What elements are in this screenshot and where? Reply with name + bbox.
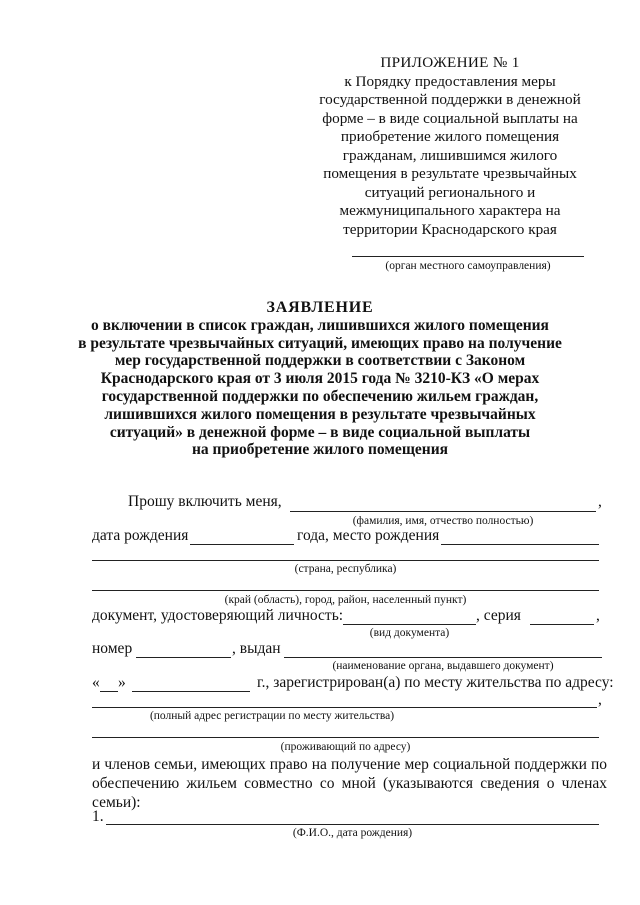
fio-hint: (фамилия, имя, отчество полностью) — [352, 515, 534, 527]
day-field[interactable] — [100, 691, 118, 692]
appendix-title: ПРИЛОЖЕНИЕ № 1 — [380, 54, 520, 71]
birth-place-label: года, место рождения — [297, 527, 440, 544]
birth-date-label: дата рождения — [92, 527, 189, 544]
doc-type-hint: (вид документа) — [369, 627, 450, 639]
series-field[interactable] — [530, 624, 594, 625]
residing-hint: (проживающий по адресу) — [280, 741, 411, 753]
appendix-line: межмуниципального характера на — [339, 202, 561, 219]
title-main: ЗАЯВЛЕНИЕ — [266, 299, 374, 316]
title-line: о включении в список граждан, лишившихся жилого помещения — [91, 316, 549, 334]
title-line: Краснодарского края от 3 июля 2015 года № 3210-КЗ «О мерах — [100, 370, 540, 388]
application-title — [60, 299, 580, 459]
birth-place-field[interactable] — [441, 544, 599, 545]
appendix-line: форме – в виде социальной выплаты на — [322, 109, 578, 127]
appendix-line: государственной поддержки в денежной — [319, 91, 581, 108]
address-end: , — [598, 691, 602, 708]
issuer-hint: (наименование органа, выдавшего документ) — [332, 660, 554, 672]
appendix-line: к Порядку предоставления меры — [344, 72, 556, 90]
family-paragraph: и членов семьи, имеющих право на получение мер социальной поддержки по обеспечению жильем совместно со мной (указываются сведения о членах семьи): — [92, 756, 607, 811]
month-year-field[interactable] — [132, 691, 250, 692]
document-type-field[interactable] — [343, 624, 476, 625]
series-label: , серия — [476, 607, 521, 624]
series-end: , — [596, 607, 600, 624]
date-quote-close: » — [118, 674, 126, 691]
region-hint: (край (область), город, район, населенный пункт) — [224, 594, 467, 606]
title-line: лишившихся жилого помещения в результате чрезвычайных — [104, 405, 536, 423]
request-label: Прошу включить меня, — [128, 493, 282, 510]
number-field[interactable] — [136, 657, 231, 658]
registered-label: г., зарегистрирован(а) по месту жительства по адресу: — [257, 674, 614, 691]
appendix-line: ситуаций регионального и — [364, 183, 536, 201]
birth-date-field[interactable] — [190, 544, 294, 545]
appendix-line: помещения в результате чрезвычайных — [323, 165, 577, 182]
appendix-line: гражданам, лишившимся жилого — [342, 146, 558, 164]
fio-field[interactable] — [290, 511, 596, 512]
title-line: на приобретение жилого помещения — [191, 441, 449, 459]
member-hint: (Ф.И.О., дата рождения) — [292, 827, 413, 839]
address-hint: (полный адрес регистрации по месту жительства) — [149, 710, 395, 722]
issuer-field[interactable] — [284, 657, 602, 658]
member-number: 1. — [92, 808, 104, 825]
region-field[interactable] — [92, 590, 599, 591]
country-hint: (страна, республика) — [294, 563, 397, 575]
title-line: мер государственной поддержки в соответствии с Законом — [114, 352, 526, 370]
request-end: , — [598, 493, 602, 510]
recipient-hint: (орган местного самоуправления) — [385, 260, 551, 272]
member-field[interactable] — [106, 824, 599, 825]
number-label: номер — [92, 640, 133, 657]
title-line: ситуаций» в денежной форме – в виде социальной выплаты — [109, 423, 531, 441]
title-line: в результате чрезвычайных ситуаций, имеющих право на получение — [78, 334, 562, 352]
appendix-line: территории Краснодарского края — [343, 220, 557, 238]
residing-field[interactable] — [92, 737, 599, 738]
appendix-block — [300, 54, 600, 239]
document-label: документ, удостоверяющий личность: — [92, 607, 344, 624]
issued-label: , выдан — [232, 640, 281, 657]
address-field[interactable] — [92, 707, 597, 708]
appendix-line: приобретение жилого помещения — [340, 128, 560, 145]
title-line: государственной поддержки по обеспечению жильем граждан, — [101, 387, 539, 405]
recipient-field[interactable] — [352, 256, 584, 257]
date-quote-open: « — [92, 674, 100, 691]
country-field[interactable] — [92, 560, 599, 561]
